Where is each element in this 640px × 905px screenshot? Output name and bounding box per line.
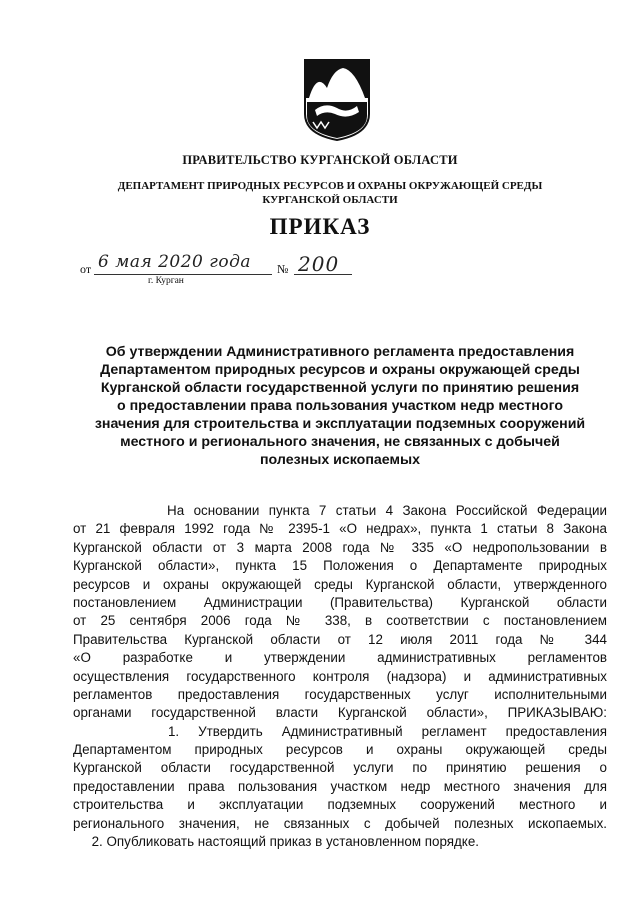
title-line: местного и регионального значения, не связанных с добычей: [120, 434, 560, 450]
handwritten-number: 200: [298, 252, 340, 276]
body-line: строительства и эксплуатации подземных сооружений местного и: [73, 797, 607, 813]
body-line: 2. Опубликовать настоящий приказ в установленном порядке.: [73, 834, 479, 850]
date-underline: [94, 274, 272, 275]
title-line: полезных ископаемых: [259, 452, 421, 468]
body-line: от 25 сентября 2006 года № 338, в соответствии с постановлением: [73, 613, 607, 629]
body-line: регионального значения, не связанных с добычей полезных ископаемых.: [73, 815, 607, 831]
title-line: Об утверждении Административного регламента предоставления: [105, 344, 575, 360]
number-sign: №: [277, 262, 289, 276]
body-line: предоставлении права пользования участком недр местного значения для: [73, 778, 607, 794]
title-line: о предоставлении права пользования участком недр местного: [117, 398, 563, 414]
handwritten-date: 6 мая 2020 года: [98, 252, 252, 272]
order-body-text: [73, 502, 607, 851]
order-title: [70, 343, 610, 469]
title-line: Департаментом природных ресурсов и охраны окружающей среды: [100, 362, 580, 378]
body-line: Курганской области», пункта 15 Положения о Департаменте природных: [73, 558, 607, 574]
body-line: Правительства Курганской области от 12 июля 2011 года № 344: [73, 631, 607, 647]
government-name: ПРАВИТЕЛЬСТВО КУРГАНСКОЙ ОБЛАСТИ: [182, 153, 458, 167]
body-line: осуществления государственного контроля (надзора) и административных: [73, 668, 607, 684]
coat-of-arms-emblem-icon: [303, 58, 371, 142]
body-line: Департаментом природных ресурсов и охраны окружающей среды: [73, 742, 607, 758]
body-line: постановлением Администрации (Правительства) Курганской области: [73, 594, 607, 610]
title-line: Курганской области государственной услуги по принятию решения: [100, 380, 580, 396]
body-line: 1. Утвердить Административный регламент предоставления: [73, 723, 607, 739]
title-line: значения для строительства и эксплуатации подземных сооружений: [94, 416, 586, 432]
date-prefix: от: [80, 262, 92, 276]
body-line: от 21 февраля 1992 года № 2395-1 «О недрах», пункта 1 статьи 8 Закона: [73, 521, 607, 537]
department-name: [0, 179, 640, 207]
body-line: ресурсов и охраны окружающей среды Курганской области, утвержденного: [73, 576, 607, 592]
order-date-number-line: [80, 252, 400, 278]
body-line: «О разработке и утверждении административных регламентов: [73, 650, 607, 666]
body-line: регламентов предоставления государственных услуг исполнительными: [73, 686, 607, 702]
document-type-heading: ПРИКАЗ: [269, 214, 371, 239]
department-name-line2: КУРГАНСКОЙ ОБЛАСТИ: [262, 194, 398, 206]
department-name-line1: ДЕПАРТАМЕНТ ПРИРОДНЫХ РЕСУРСОВ И ОХРАНЫ ОКРУЖАЮЩЕЙ СРЕДЫ: [117, 180, 543, 192]
city-label: г. Курган: [148, 276, 184, 286]
body-line: Курганской области государственной услуги по принятию решения о: [73, 760, 607, 776]
body-line: Курганской области от 3 марта 2008 года № 335 «О недропользовании в: [73, 539, 607, 555]
body-line: На основании пункта 7 статьи 4 Закона Российской Федерации: [73, 503, 607, 518]
body-line: органами государственной власти Курганской области», ПРИКАЗЫВАЮ:: [73, 705, 607, 721]
